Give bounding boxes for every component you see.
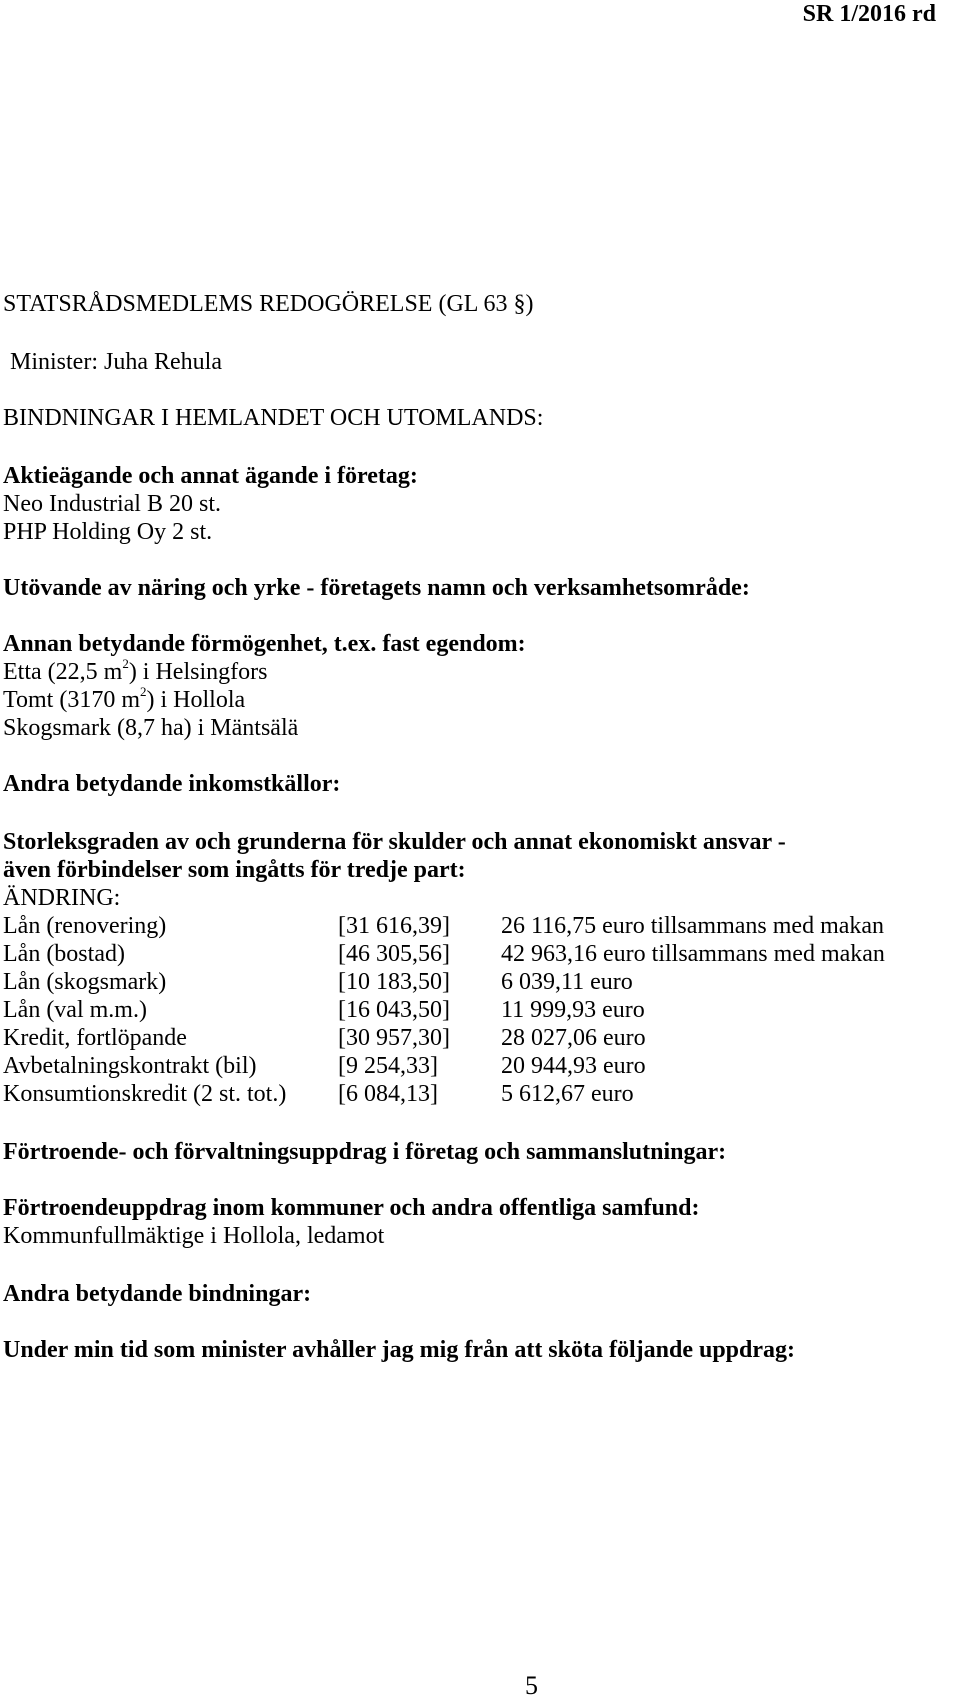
debt-type: Lån (skogsmark) [3,969,167,995]
declaration-title: STATSRÅDSMEDLEMS REDOGÖRELSE (GL 63 §) [3,291,534,317]
asset-item: Skogsmark (8,7 ha) i Mäntsälä [3,715,299,741]
debt-current: 11 999,93 euro [501,997,645,1023]
asset-text: Etta (22,5 m [3,659,123,685]
debt-current: 28 027,06 euro [501,1025,646,1051]
trust-municipal-heading: Förtroendeuppdrag inom kommuner och andra offentliga samfund: [3,1195,700,1221]
debt-current: 26 116,75 euro tillsammans med makan [501,913,885,939]
superscript: 2 [139,684,147,699]
asset-item [3,686,245,714]
page-number: 5 [525,1671,538,1700]
debt-current: 42 963,16 euro tillsammans med makan [501,941,885,967]
debt-current: 6 039,11 euro [501,969,633,995]
debt-previous: [6 084,13] [338,1081,438,1107]
minister-name: Minister: Juha Rehula [10,349,222,375]
debt-current: 20 944,93 euro [501,1053,646,1079]
assets-heading: Annan betydande förmögenhet, t.ex. fast egendom: [3,631,526,657]
debt-previous: [9 254,33] [338,1053,438,1079]
asset-text: ) i Hollola [146,687,246,713]
debt-previous: [46 305,56] [338,941,450,967]
debt-type: Lån (val m.m.) [3,997,147,1023]
debt-previous: [16 043,50] [338,997,450,1023]
share-item: Neo Industrial B 20 st. [3,491,221,517]
debts-heading-cont: även förbindelser som ingåtts för tredje part: [3,857,466,883]
asset-text: ) i Helsingfors [128,659,268,685]
debt-type: Kredit, fortlöpande [3,1025,187,1051]
debt-type: Avbetalningskontrakt (bil) [3,1053,257,1079]
trust-municipal-item: Kommunfullmäktige i Hollola, ledamot [3,1223,385,1249]
document-id: SR 1/2016 rd [802,1,936,27]
change-label: ÄNDRING: [3,885,121,911]
debt-previous: [31 616,39] [338,913,450,939]
trust-companies-heading: Förtroende- och förvaltningsuppdrag i företag och sammanslutningar: [3,1139,727,1165]
abstain-heading: Under min tid som minister avhåller jag mig från att sköta följande uppdrag: [3,1337,796,1363]
debt-type: Lån (renovering) [3,913,167,939]
share-item: PHP Holding Oy 2 st. [3,519,213,545]
income-heading: Andra betydande inkomstkällor: [3,771,341,797]
debts-heading: Storleksgraden av och grunderna för skulder och annat ekonomiskt ansvar - [3,829,786,855]
debt-type: Lån (bostad) [3,941,125,967]
debt-type: Konsumtionskredit (2 st. tot.) [3,1081,287,1107]
asset-item [3,658,267,686]
debt-previous: [10 183,50] [338,969,450,995]
debt-current: 5 612,67 euro [501,1081,634,1107]
debt-previous: [30 957,30] [338,1025,450,1051]
superscript: 2 [122,656,129,671]
bindings-heading: BINDNINGAR I HEMLANDET OCH UTOMLANDS: [3,405,544,431]
other-bindings-heading: Andra betydande bindningar: [3,1281,312,1307]
asset-text: Tomt (3170 m [3,687,140,713]
shares-heading: Aktieägande och annat ägande i företag: [3,463,418,489]
business-heading: Utövande av näring och yrke - företagets namn och verksamhetsområde: [3,575,750,601]
